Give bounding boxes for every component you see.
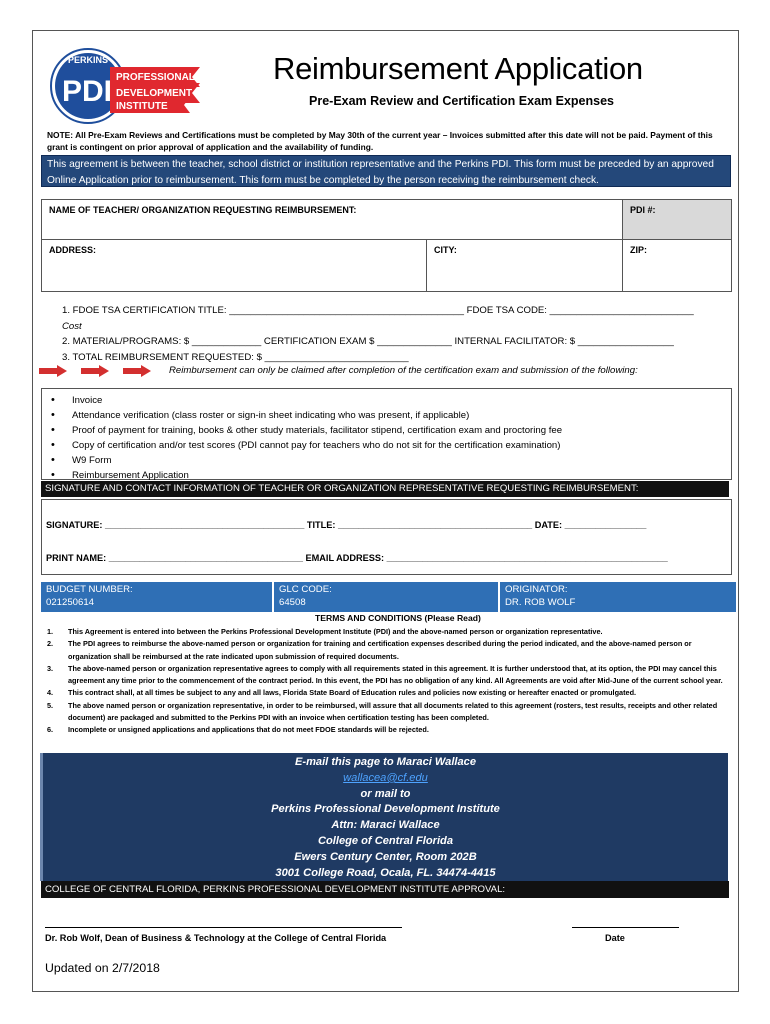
mail-instructions-box bbox=[40, 753, 728, 881]
deadline-note: NOTE: All Pre-Exam Reviews and Certifications must be completed by May 30th of the current year – Invoices submitted after this date will not be paid. Payment of this grant is contingent on prior approval of application and the availability of funding. bbox=[47, 130, 713, 152]
reimbursement-note: Reimbursement can only be claimed after completion of the certification exam and submission of the following: bbox=[169, 365, 638, 376]
email-instruction: E-mail this page to Maraci Wallace bbox=[294, 756, 477, 768]
signature-box bbox=[41, 499, 732, 575]
arrow-right-icon bbox=[81, 365, 109, 377]
term-number: 5. bbox=[47, 700, 54, 710]
budget-number-value: 021250614 bbox=[46, 597, 95, 608]
city-label: CITY: bbox=[434, 245, 457, 255]
pdi-label: PDI #: bbox=[630, 205, 656, 215]
budget-number-label: BUDGET NUMBER: bbox=[46, 584, 133, 595]
originator-value: DR. ROB WOLF bbox=[505, 597, 576, 608]
budget-number-cell bbox=[41, 582, 274, 612]
term-text: The PDI agrees to reimburse the above-named person or organization for training and certification expenses described during the period indicated, and the above-named person or organization shall be reimbursed at the rate indicated upon submission of required documents. bbox=[68, 639, 692, 661]
approval-section-header: COLLEGE OF CENTRAL FLORIDA, PERKINS PROFESSIONAL DEVELOPMENT INSTITUTE APPROVAL: bbox=[41, 881, 729, 898]
terms-list bbox=[41, 626, 726, 737]
dean-label: Dr. Rob Wolf, Dean of Business & Technology at the College of Central Florida bbox=[45, 933, 387, 943]
glc-code-label: GLC CODE: bbox=[279, 584, 332, 595]
term-item bbox=[41, 700, 726, 725]
list-item: • Proof of payment for training, books & other study materials, facilitator stipend, certification exam and proctoring fee bbox=[48, 423, 731, 438]
total-line[interactable]: 3. TOTAL REIMBURSEMENT REQUESTED: $ ___________________________ bbox=[62, 351, 409, 363]
term-item bbox=[41, 638, 726, 663]
term-number: 3. bbox=[47, 663, 54, 673]
glc-code-value: 64508 bbox=[279, 597, 306, 608]
term-number: 4. bbox=[47, 688, 54, 698]
cost-line[interactable]: 2. MATERIAL/PROGRAMS: $ _____________ CERTIFICATION EXAM $ ______________ INTERNAL FACILITATOR: $ __________________ bbox=[62, 336, 674, 347]
svg-text:INSTITUTE: INSTITUTE bbox=[116, 101, 168, 112]
arrow-right-icon bbox=[123, 365, 151, 377]
term-text: Incomplete or unsigned applications and applications that do not meet FDOE standards will be rejected. bbox=[68, 725, 429, 735]
attention-line: Attn: Maraci Wallace bbox=[331, 819, 440, 832]
institute-name: Perkins Professional Development Institute bbox=[271, 803, 500, 816]
list-item: • W9 Form bbox=[48, 453, 731, 468]
terms-title: TERMS AND CONDITIONS (Please Read) bbox=[315, 613, 481, 623]
term-text: The above named person or organization representative, in order to be reimbursed, will assure that all documents related to this agreement (rosters, test results, receipts and other related document) are packaged and submitted to the Perkins PDI with an invoice when certification testing has been completed. bbox=[68, 700, 718, 723]
address-label: ADDRESS: bbox=[49, 245, 97, 255]
mail-instruction: or mail to bbox=[360, 787, 411, 800]
originator-label: ORIGINATOR: bbox=[505, 584, 568, 595]
certification-title-line[interactable]: 1. FDOE TSA CERTIFICATION TITLE: ____________________________________________ FDOE TSA CODE: ___________________________ bbox=[62, 305, 694, 316]
approval-date-line[interactable] bbox=[572, 927, 679, 928]
requester-info-table bbox=[41, 199, 732, 292]
signature-section-header: SIGNATURE AND CONTACT INFORMATION OF TEACHER OR ORGANIZATION REPRESENTATIVE REQUESTING REIMBURSEMENT: bbox=[41, 481, 729, 497]
term-number: 1. bbox=[47, 627, 54, 636]
pdi-number-field[interactable] bbox=[623, 200, 732, 240]
address-field[interactable] bbox=[42, 240, 427, 292]
term-text: This Agreement is entered into between the Perkins Professional Development Institute (PDI) and the above-named person or organization representative. bbox=[68, 627, 603, 636]
page-subtitle: Pre-Exam Review and Certification Exam Expenses bbox=[309, 94, 614, 108]
term-item bbox=[41, 724, 726, 736]
name-label: NAME OF TEACHER/ ORGANIZATION REQUESTING REIMBURSEMENT: bbox=[49, 205, 357, 215]
term-text: The above-named person or organization representative agrees to comply with all requirements stated in this agreement. It is further understood that, at its option, the PDI may cancel this agreement any time prior to the commencement of the contract period. In this event, the PDI has no obligation of any kind. All Agreements are void after Mid-June of the current school year. bbox=[68, 663, 723, 686]
budget-info-bar bbox=[41, 582, 736, 612]
date-label: Date bbox=[605, 933, 625, 943]
email-link[interactable]: wallacea@cf.edu bbox=[343, 771, 428, 784]
signature-title-date-line[interactable]: SIGNATURE: _______________________________________ TITLE: ______________________________________ DATE: ________________ bbox=[46, 520, 647, 530]
list-item: • Copy of certification and/or test scores (PDI cannot pay for teachers who do not sit for the certification examination) bbox=[48, 438, 731, 453]
street-address: 3001 College Road, Ocala, FL. 34474-4415 bbox=[275, 866, 496, 879]
svg-text:DEVELOPMENT: DEVELOPMENT bbox=[116, 88, 193, 99]
list-item: • Reimbursement Application bbox=[48, 468, 731, 483]
pdi-logo bbox=[50, 45, 200, 127]
zip-label: ZIP: bbox=[630, 245, 647, 255]
svg-text:PDI: PDI bbox=[61, 75, 113, 108]
arrow-right-icon bbox=[39, 365, 67, 377]
agreement-box: This agreement is between the teacher, school district or institution representative and the Perkins PDI. This form must be preceded by an approved Online Application prior to reimbursement. This form must be completed by the person receiving the reimbursement check. bbox=[41, 155, 731, 187]
originator-cell bbox=[500, 582, 736, 612]
name-field[interactable] bbox=[42, 200, 623, 240]
svg-text:PERKINS: PERKINS bbox=[67, 55, 109, 65]
page-title: Reimbursement Application bbox=[273, 51, 643, 86]
building-room: Ewers Century Center, Room 202B bbox=[294, 850, 477, 863]
pdi-logo-graphic bbox=[50, 45, 200, 127]
city-field[interactable] bbox=[427, 240, 623, 292]
zip-field[interactable] bbox=[623, 240, 732, 292]
cost-label: Cost bbox=[62, 320, 82, 332]
term-text: This contract shall, at all times be subject to any and all laws, Florida State Board of Education rules and policies now existing or hereafter enacted or promulgated. bbox=[68, 688, 637, 698]
college-name: College of Central Florida bbox=[318, 834, 453, 847]
form-page bbox=[32, 30, 739, 992]
list-item: • Attendance verification (class roster or sign-in sheet indicating who was present, if applicable) bbox=[48, 408, 731, 423]
term-item bbox=[41, 626, 726, 638]
list-item: • Invoice bbox=[48, 393, 731, 408]
term-item bbox=[41, 663, 726, 688]
svg-text:PROFESSIONAL: PROFESSIONAL bbox=[116, 72, 195, 83]
glc-code-cell bbox=[274, 582, 500, 612]
arrow-group bbox=[39, 364, 165, 382]
expense-items bbox=[62, 303, 694, 365]
print-name-email-line[interactable]: PRINT NAME: ______________________________________ EMAIL ADDRESS: _______________________________________________________ bbox=[46, 553, 668, 563]
requirements-list bbox=[41, 388, 732, 480]
term-item bbox=[41, 687, 726, 699]
term-number: 2. bbox=[47, 639, 54, 649]
updated-date: Updated on 2/7/2018 bbox=[45, 961, 160, 975]
term-number: 6. bbox=[47, 725, 54, 735]
dean-signature-line[interactable] bbox=[45, 927, 402, 928]
